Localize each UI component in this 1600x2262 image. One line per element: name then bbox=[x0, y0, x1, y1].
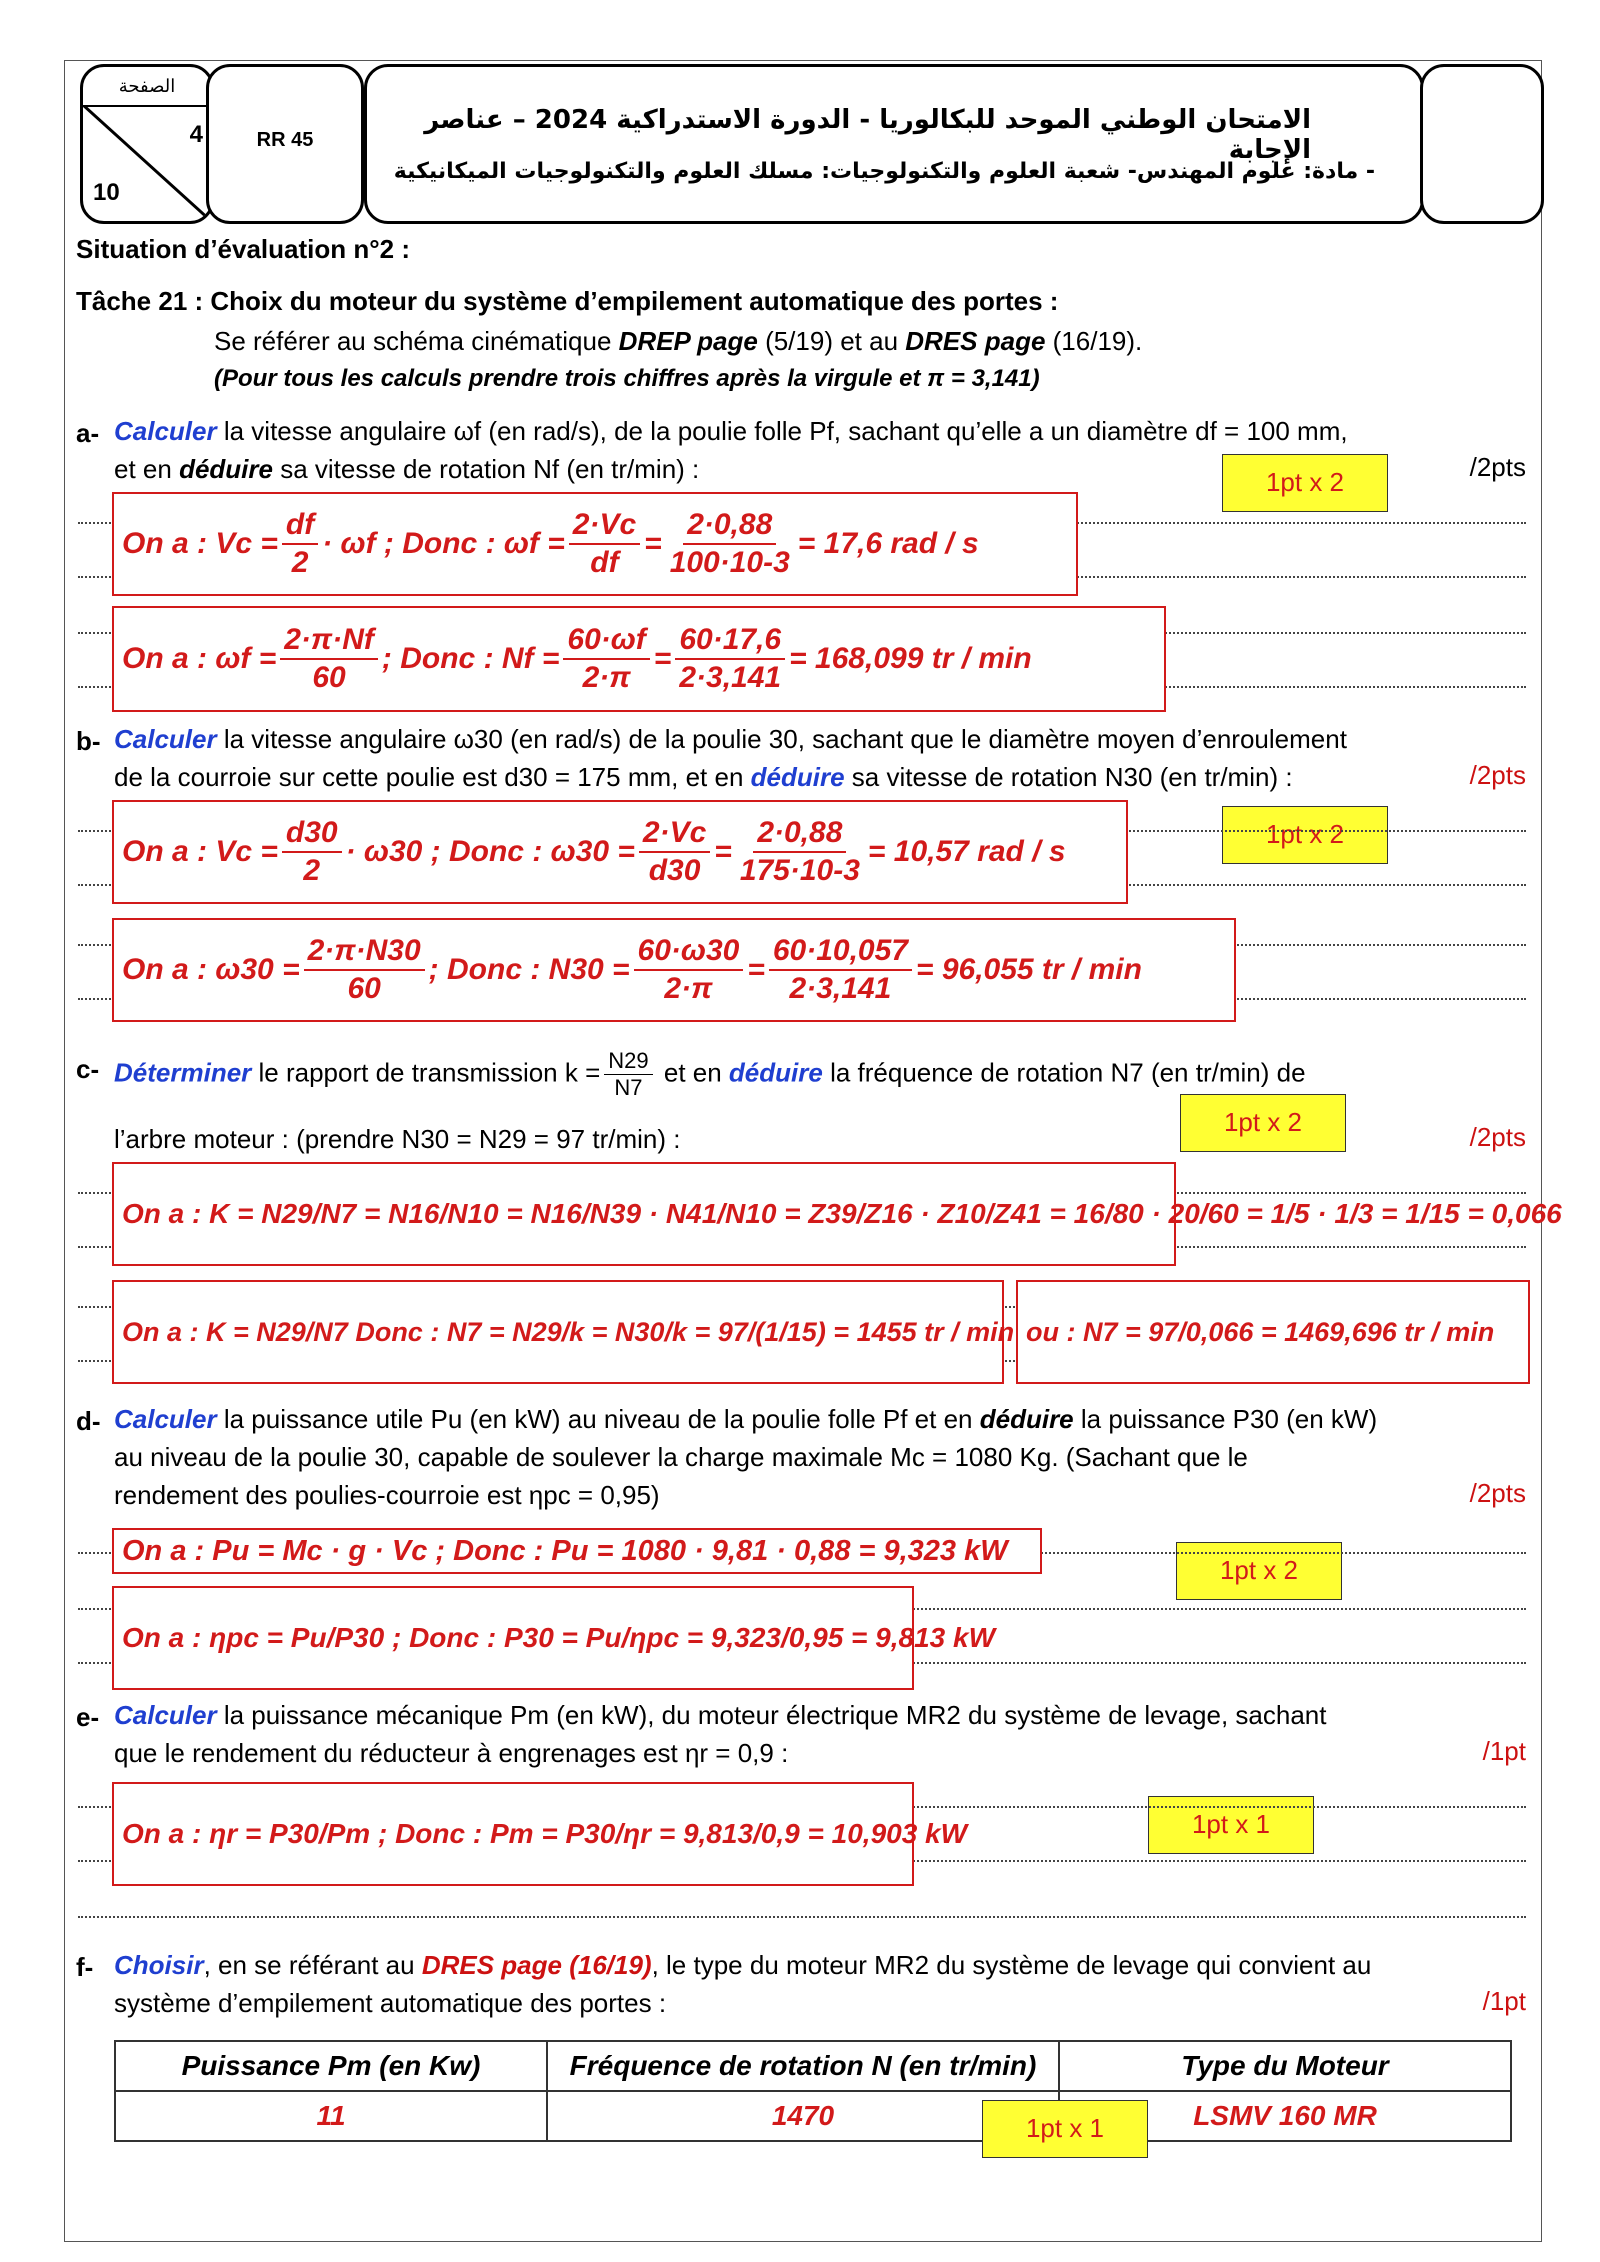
question-c-points: /2pts bbox=[1469, 1122, 1526, 1152]
exam-code: RR 45 bbox=[256, 129, 314, 151]
table-header-row bbox=[115, 2041, 1511, 2091]
fraction: $\frac{2\cdot\pi\cdot N30}{60}$ bbox=[304, 933, 425, 1007]
question-c-line1: Déterminer le rapport de transmission k = $\frac{N29}{N7}$ et en déduire la fréquence de rotation N7 (en tr/min) de bbox=[114, 1048, 1306, 1100]
table-header: Puissance Pm (en Kw) bbox=[115, 2041, 547, 2091]
task-note: (Pour tous les calculs prendre trois chiffres après la virgule et π = 3,141) bbox=[214, 365, 1040, 392]
fraction: $\frac{2\cdot Vc}{df}$ bbox=[569, 507, 640, 581]
table-header: Fréquence de rotation N (en tr/min) bbox=[547, 2041, 1059, 2091]
question-a-line2: et en déduire sa vitesse de rotation Nf (en tr/min) : bbox=[114, 454, 700, 484]
question-b-label: b- bbox=[76, 726, 101, 756]
fraction: $\frac{2\cdot\pi\cdot Nf}{60}$ bbox=[280, 622, 378, 696]
k-fraction: $\frac{N29}{N7}$ bbox=[604, 1048, 652, 1101]
score-box-b: 1pt x 2 bbox=[1222, 806, 1388, 864]
table-row bbox=[115, 2091, 1511, 2141]
answer-line bbox=[78, 1916, 1526, 1918]
question-b-points: /2pts bbox=[1469, 760, 1526, 790]
task-title: Tâche 21 : Choix du moteur du système d’empilement automatique des portes : bbox=[76, 286, 1059, 316]
page-label: الصفحة bbox=[83, 67, 211, 107]
question-d-label: d- bbox=[76, 1406, 101, 1436]
answer-b1: On a : Vc = $\frac{d30}{2}$ · ω30 ; Donc : ω30 = $\frac{2\cdot Vc}{d30}$ = $\frac{2\cdot 0,88}{175\cdot 10-3}$ = 10,57 rad / s bbox=[112, 800, 1128, 904]
answer-a1: On a : Vc = $\frac{df}{2}$ · ωf ; Donc : ωf = $\frac{2\cdot Vc}{df}$ = $\frac{2\cdot 0,88}{100\cdot 10-3}$ = 17,6 rad / s bbox=[112, 492, 1078, 596]
question-d-line2: au niveau de la poulie 30, capable de soulever la charge maximale Mc = 1080 Kg. (Sachant que le bbox=[114, 1442, 1248, 1472]
fraction: $\frac{2\cdot 0,88}{100\cdot 10-3}$ bbox=[669, 508, 790, 579]
answer-c1: On a : K = N29/N7 = N16/N10 = N16/N39 · N41/N10 = Z39/Z16 · Z10/Z41 = 16/80 · 20/60 = 1/5 · 1/3 = 1/15 = 0,066 bbox=[112, 1162, 1176, 1266]
fraction: $\frac{60\cdot 10,057}{2\cdot 3,141}$ bbox=[769, 933, 912, 1007]
question-b-line1: Calculer la vitesse angulaire ω30 (en rad/s) de la poulie 30, sachant que le diamètre moyen d’enroulement bbox=[114, 724, 1347, 754]
page-number-box bbox=[80, 64, 214, 224]
page-total: 10 bbox=[93, 179, 120, 206]
score-box-d: 1pt x 2 bbox=[1176, 1542, 1342, 1600]
question-e-label: e- bbox=[76, 1702, 100, 1732]
question-c-line2: l’arbre moteur : (prendre N30 = N29 = 97 tr/min) : bbox=[114, 1124, 681, 1154]
question-f-label: f- bbox=[76, 1952, 94, 1982]
grade-box bbox=[1420, 64, 1544, 224]
answer-b2: On a : ω30 = $\frac{2\cdot\pi\cdot N30}{60}$ ; Donc : N30 = $\frac{60\cdot\omega 30}{2\cdot\pi}$ = $\frac{60\cdot 10,057}{2\cdot 3,141}$ = 96,055 tr / min bbox=[112, 918, 1236, 1022]
page-number: 4 bbox=[189, 121, 203, 148]
question-f-line2: système d’empilement automatique des portes : bbox=[114, 1988, 667, 2018]
exam-title: الامتحان الوطني الموحد للبكالوريا - الدورة الاستدراكية 2024 – عناصر الإجابة bbox=[424, 105, 1311, 165]
question-a-line1: Calculer la vitesse angulaire ωf (en rad/s), de la poulie folle Pf, sachant qu’elle a un diamètre df = 100 mm, bbox=[114, 416, 1348, 446]
question-f-points: /1pt bbox=[1482, 1986, 1526, 2016]
question-a-points: /2pts bbox=[1469, 452, 1526, 482]
exam-title-box bbox=[364, 64, 1424, 224]
fraction: $\frac{2\cdot 0,88}{175\cdot 10-3}$ bbox=[739, 816, 860, 887]
fraction: $\frac{60\cdot 17,6}{2\cdot 3,141}$ bbox=[675, 622, 785, 696]
exam-subject: - مادة: علوم المهندس- شعبة العلوم والتكنولوجيات: مسلك العلوم والتكنولوجيات الميكانيكية bbox=[393, 159, 1375, 184]
table-cell-frequency: 1470 bbox=[547, 2091, 1059, 2141]
question-a-label: a- bbox=[76, 418, 100, 448]
score-box-c: 1pt x 2 bbox=[1180, 1094, 1346, 1152]
question-e-line1: Calculer la puissance mécanique Pm (en kW), du moteur électrique MR2 du système de levage, sachant bbox=[114, 1700, 1327, 1730]
answer-c3: ou : N7 = 97/0,066 = 1469,696 tr / min bbox=[1016, 1280, 1530, 1384]
question-d-line3: rendement des poulies-courroie est ηpc = 0,95) bbox=[114, 1480, 660, 1510]
fraction: $\frac{2\cdot Vc}{d30}$ bbox=[639, 815, 710, 889]
fraction: $\frac{60\cdot\omega f}{2\cdot\pi}$ bbox=[563, 622, 649, 696]
motor-table bbox=[114, 2040, 1512, 2142]
table-cell-power: 11 bbox=[115, 2091, 547, 2141]
question-f-line1: Choisir, en se référant au DRES page (16/19), le type du moteur MR2 du système de levage qui convient au bbox=[114, 1950, 1372, 1980]
situation-title: Situation d’évaluation n°2 : bbox=[76, 234, 410, 264]
table-cell-motor-type: LSMV 160 MR bbox=[1059, 2091, 1511, 2141]
question-b-line2: de la courroie sur cette poulie est d30 = 175 mm, et en déduire sa vitesse de rotation N30 (en tr/min) : bbox=[114, 762, 1293, 792]
fraction: $\frac{60\cdot\omega 30}{2\cdot\pi}$ bbox=[634, 933, 744, 1007]
question-e-line2: que le rendement du réducteur à engrenages est ηr = 0,9 : bbox=[114, 1738, 789, 1768]
exam-code-box bbox=[206, 64, 364, 224]
answer-a2: On a : ωf = $\frac{2\cdot\pi\cdot Nf}{60}$ ; Donc : Nf = $\frac{60\cdot\omega f}{2\cdot\pi}$ = $\frac{60\cdot 17,6}{2\cdot 3,141}$ = 168,099 tr / min bbox=[112, 606, 1166, 712]
task-reference: Se référer au schéma cinématique DREP page (5/19) et au DRES page (16/19). bbox=[214, 326, 1143, 356]
answer-e1: On a : ηr = P30/Pm ; Donc : Pm = P30/ηr = 9,813/0,9 = 10,903 kW bbox=[112, 1782, 914, 1886]
score-box-a: 1pt x 2 bbox=[1222, 454, 1388, 512]
answer-d1: On a : Pu = Mc · g · Vc ; Donc : Pu = 1080 · 9,81 · 0,88 = 9,323 kW bbox=[112, 1528, 1042, 1574]
question-c-label: c- bbox=[76, 1054, 100, 1084]
question-e-points: /1pt bbox=[1482, 1736, 1526, 1766]
answer-c2: On a : K = N29/N7 Donc : N7 = N29/k = N30/k = 97/(1/15) = 1455 tr / min bbox=[112, 1280, 1004, 1384]
score-box-e: 1pt x 1 bbox=[1148, 1796, 1314, 1854]
answer-d2: On a : ηpc = Pu/P30 ; Donc : P30 = Pu/ηpc = 9,323/0,95 = 9,813 kW bbox=[112, 1586, 914, 1690]
fraction: $\frac{d30}{2}$ bbox=[282, 815, 342, 889]
question-d-line1: Calculer la puissance utile Pu (en kW) au niveau de la poulie folle Pf et en déduire la puissance P30 (en kW) bbox=[114, 1404, 1378, 1434]
table-header: Type du Moteur bbox=[1059, 2041, 1511, 2091]
score-box-f: 1pt x 1 bbox=[982, 2100, 1148, 2158]
fraction: $\frac{df}{2}$ bbox=[282, 507, 318, 581]
question-d-points: /2pts bbox=[1469, 1478, 1526, 1508]
